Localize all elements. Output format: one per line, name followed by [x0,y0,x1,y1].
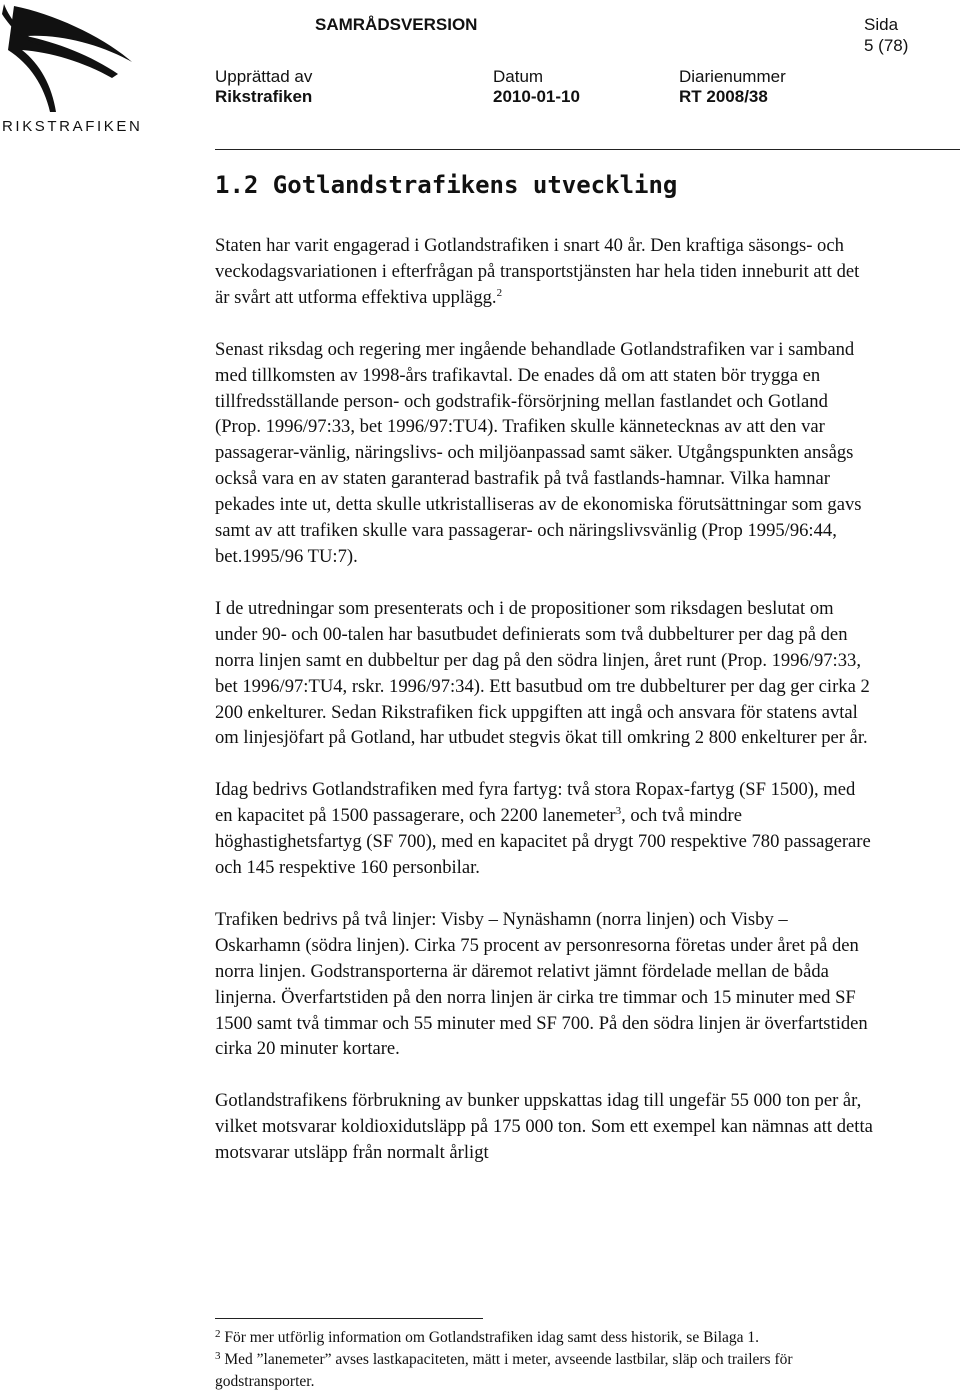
prepared-by-label: Upprättad av [215,67,313,86]
paragraph-4 [215,777,875,881]
footnote-divider [215,1318,483,1319]
paragraph-2: Senast riksdag och regering mer ingående behandlade Gotlandstrafiken var i samband med tillkomsten av 1998-års trafikavtal. De enades då om att staten bör trygga en tillfredsställande person- och godstrafik-försörjning mellan fastlandet och Gotland (Prop. 1996/97:33, bet 1996/97:TU4). Trafiken skulle kännetecknas av att den var passagerar-vänlig, näringslivs- och miljöanpassad samt säker. Utgångspunkten ansågs också vara en av staten garanterad bastrafik på två fastlands-hamnar. Vilka hamnar pekades inte ut, detta skulle utkristalliseras av de ekonomiska förutsättningar som gavs samt av att trafiken skulle vara passagerar- och näringslivsvänlig (Prop 1995/96:44, bet.1995/96 TU:7). [215,338,862,567]
paragraph-4-text-a: Idag bedrivs Gotlandstrafiken med fyra fartyg: två stora Ropax-fartyg (SF 1500), med en kapacitet på 1500 passagerare, och 2200 lanemeter [215,779,856,827]
footnote-3-text: Med ”lanemeter” avses lastkapaciteten, mätt i meter, avseende lastbilar, släp och trailers för godstransporter. [215,1351,793,1390]
registration-value: RT 2008/38 [679,87,768,106]
footnote-ref-2: 2 [496,286,503,299]
registration-label: Diarienummer [679,67,786,86]
body-text [215,233,875,1192]
footnotes [215,1327,895,1393]
header-divider [215,149,960,150]
footnote-2-number: 2 [215,1328,221,1340]
rikstrafiken-logo [0,0,150,140]
date-label: Datum [493,67,544,86]
footnote-2 [215,1327,895,1349]
paragraph-4-text-b: , och två mindre höghastighetsfartyg (SF 700), med en kapacitet på drygt 700 respektive 780 passagerare och 145 respektive 160 personbilar. [215,805,871,879]
prepared-by-value: Rikstrafiken [215,87,313,106]
logo-wordmark: RIKSTRAFIKEN [2,118,143,135]
paragraph-1-text: Staten har varit engagerad i Gotlandstrafiken i snart 40 år. Den kraftiga säsongs- och veckodagsvariationen i efterfrågan på transportstjänsten har hela tiden inneburit att det är svårt att utforma effektiva upplägg. [215,235,860,308]
date-value: 2010-01-10 [493,87,580,106]
section-heading: 1.2 Gotlandstrafikens utveckling [215,171,678,199]
paragraph-5: Trafiken bedrivs på två linjer: Visby – Nynäshamn (norra linjen) och Visby – Oskarhamn (södra linjen). Cirka 75 procent av personresorna företas under året på den norra linjen. Godstransporterna är däremot relativt jämnt fördelade mellan de båda linjerna. Överfartstiden på den norra linjen är cirka tre timmar och 15 minuter med SF 1500 samt två timmar och 55 minuter med SF 700. På den södra linjen är överfartstiden cirka 20 minuter kortare. [215,908,868,1060]
footnote-3 [215,1349,895,1393]
paragraph-3: I de utredningar som presenterats och i de propositioner som riksdagen beslutat om under 90- och 00-talen har basutbudet definierats som två dubbelturer per dag på den norra linjen samt en dubbeltur per dag på den södra linjen, året runt (Prop. 1996/97:33, bet 1996/97:TU4, rskr. 1996/97:34). Ett basutbud om tre dubbelturer per dag ger cirka 2 200 enkelturer. Sedan Rikstrafiken fick uppgiften att ingå och ansvara för statens avtal om linjesjöfart på Gotland, har utbudet stegvis ökat till omkring 2 800 enkelturer per år. [215,597,870,749]
footnote-2-text: För mer utförlig information om Gotlandstrafiken idag samt dess historik, se Bilaga 1. [220,1329,760,1346]
page-label: Sida [864,15,899,34]
footnote-ref-3: 3 [615,805,622,818]
doc-status: SAMRÅDSVERSION [315,15,478,34]
logo-swoosh-icon [0,0,150,120]
footnote-3-number: 3 [215,1350,221,1362]
paragraph-6: Gotlandstrafikens förbrukning av bunker uppskattas idag till ungefär 55 000 ton per år, vilket motsvarar koldioxidutsläpp på 175 000 ton. Som ett exempel kan nämnas att detta motsvarar utsläpp från normalt årligt [215,1090,873,1164]
page-value: 5 (78) [864,36,909,55]
paragraph-1 [215,233,875,311]
